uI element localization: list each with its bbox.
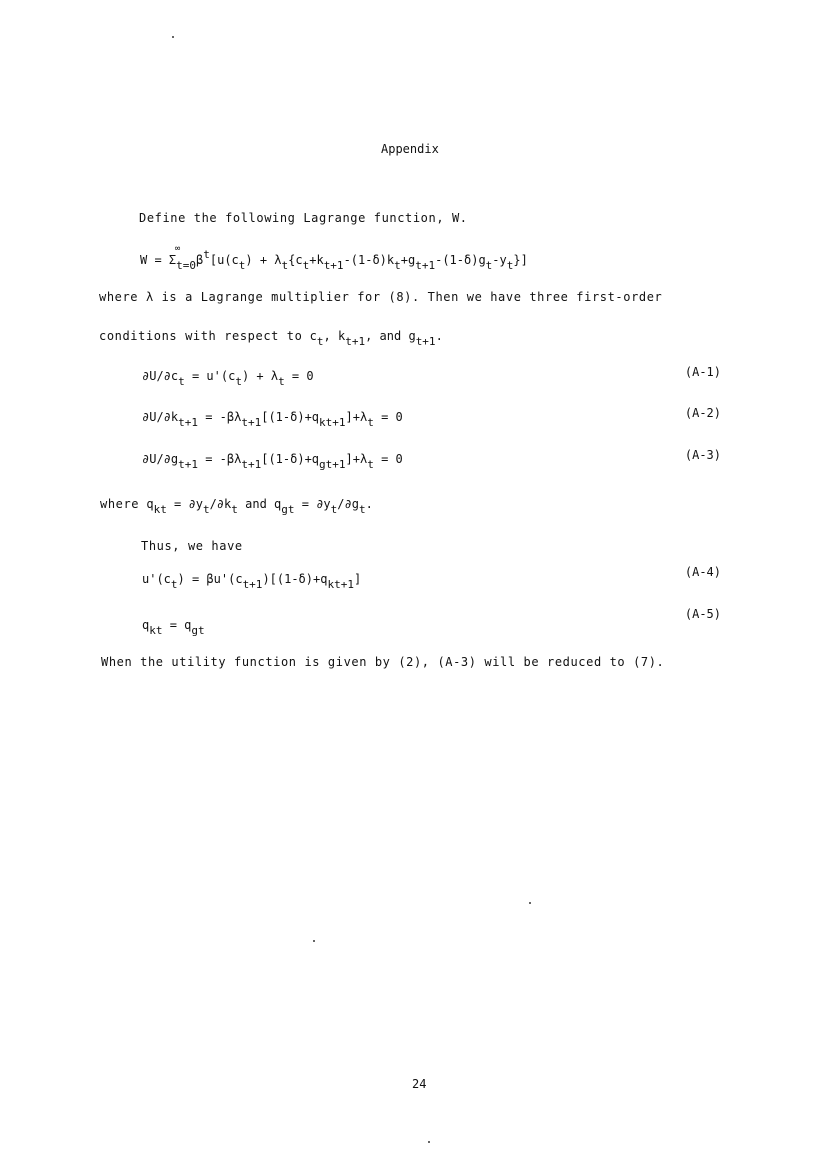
scan-speck <box>172 36 174 38</box>
and-word-2: and <box>245 497 267 511</box>
equation-label-a5: (A-5) <box>684 607 721 621</box>
equation-a3: $\partial U/\partial g_{t+1} = -\beta\lambda_{t+1}[(1-\delta)+q_{gt+1}]+\lambda_t = 0$ <box>142 452 403 471</box>
where-q-sentence: where $q_{kt} = \partial y_t/\partial k_t$ and $q_{gt} = \partial y_t/\partial g_t$. <box>100 497 373 516</box>
equation-a1: $\partial U/\partial c_t = u'(c_t) + \lambda_t = 0$ <box>142 369 314 388</box>
page-number: 24 <box>412 1077 427 1091</box>
where-word: where <box>100 497 140 511</box>
equation-label-a1: (A-1) <box>684 365 721 379</box>
equation-label-a4: (A-4) <box>684 565 721 579</box>
thus-sentence: Thus, we have <box>141 539 243 553</box>
conclusion-sentence: When the utility function is given by (2), (A-3) will be reduced to (7). <box>101 655 665 669</box>
conditions-sentence: conditions with respect to $c_t$, $k_{t+1}$, and $g_{t+1}$. <box>99 329 443 348</box>
and-word: and <box>379 329 402 343</box>
scan-speck <box>313 940 315 942</box>
lagrange-equation: W = Σ ∞ $_{t=0}\beta^t[u(c_t) + \lambda_t\{c_t+k_{t+1}-(1-\delta)k_t+g_{t+1}-(1-\delta)g_t-y_t\}]$ <box>140 244 528 272</box>
equation-label-a3: (A-3) <box>684 448 721 462</box>
where-lambda-sentence: where λ is a Lagrange multiplier for (8). Then we have three first-order <box>99 290 663 304</box>
equation-a5: $q_{kt} = q_{gt}$ <box>142 618 205 637</box>
scan-speck <box>428 1141 430 1143</box>
equation-a2: $\partial U/\partial k_{t+1} = -\beta\lambda_{t+1}[(1-\delta)+q_{kt+1}]+\lambda_t = 0$ <box>142 410 403 429</box>
conditions-text: conditions with respect to <box>99 329 303 343</box>
equation-label-a2: (A-2) <box>684 406 721 420</box>
appendix-heading: Appendix <box>381 142 439 156</box>
equation-a4: $u'(c_t) = \beta u'(c_{t+1})[(1-\delta)+q_{kt+1}]$ <box>142 572 362 591</box>
scan-speck <box>529 902 531 904</box>
intro-sentence: Define the following Lagrange function, W. <box>139 211 468 225</box>
